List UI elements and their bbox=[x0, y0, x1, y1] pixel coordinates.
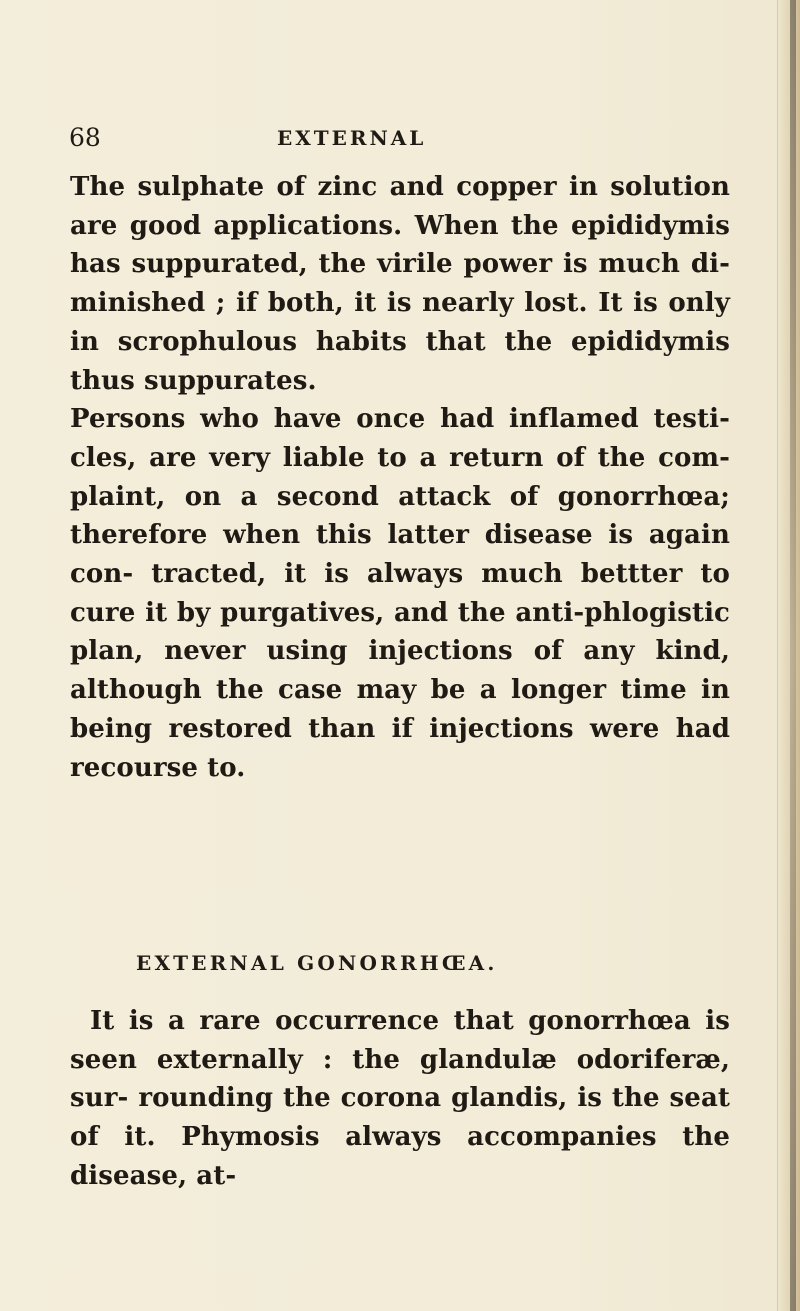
page-header bbox=[69, 118, 719, 158]
paragraph-3: It is a rare occurrence that gonorrhœa is seen externally : the glandulæ odoriferæ, sur- rounding the corona glandis, is the seat of it. Phymosis always accompanies the disease, at- bbox=[70, 1006, 730, 1191]
paragraph-1: The sulphate of zinc and copper in solution are good applications. When the epididymis has suppurated, the virile power is much di- minished ; if both, it is nearly lost. It is only in scrophulous habits that the epididymis thus suppurates. bbox=[70, 172, 730, 396]
section-text-block bbox=[70, 1002, 730, 1196]
paragraph-2: Persons who have once had inflamed testi- cles, are very liable to a return of the com- plaint, on a second attack of gonorrhœa; therefore when this latter disease is again con- tracted, it is always much bettter to cure it by purgatives, and the anti-phlogistic plan, never using injections of any kind, although the case may be a longer time in being restored than if injections were had recourse to. bbox=[70, 404, 730, 783]
page-number: 68 bbox=[69, 123, 101, 152]
main-text-block bbox=[70, 168, 730, 787]
section-heading: EXTERNAL GONORRHŒA. bbox=[136, 951, 498, 975]
running-head: EXTERNAL bbox=[277, 126, 427, 150]
binding-shadow bbox=[790, 0, 796, 1311]
page-edge bbox=[777, 0, 800, 1311]
